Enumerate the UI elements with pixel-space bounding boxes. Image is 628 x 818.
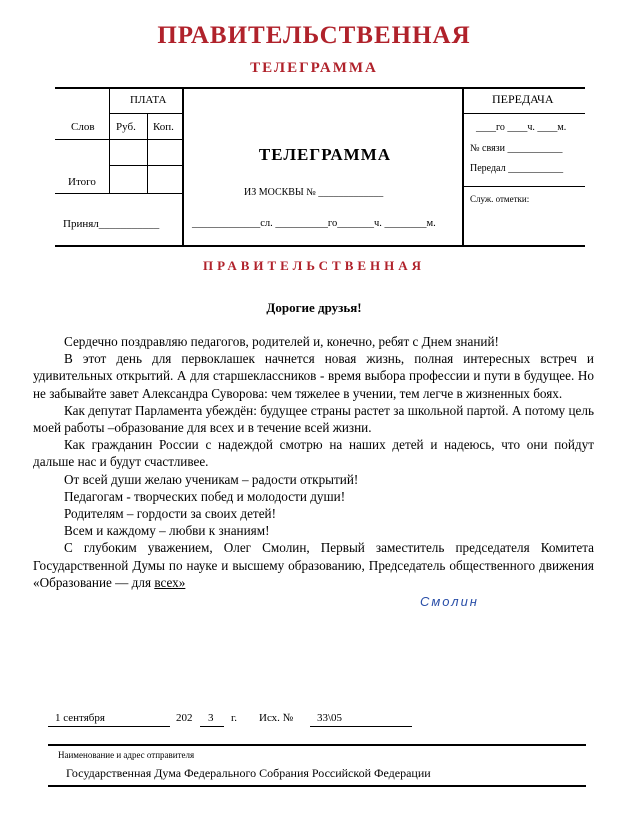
header-title: ПРАВИТЕЛЬСТВЕННАЯ (157, 22, 471, 49)
rub-label: Руб. (116, 121, 136, 133)
closing-text: С глубоким уважением, Олег Смолин, Первый заместитель председателя Комитета Государственной Думы по науке и высшему образованию, Председатель общественного движения «Образование — для (33, 540, 594, 590)
date-value: 1 сентября (55, 712, 105, 724)
prinyal-label: Принял___________ (63, 218, 160, 230)
ish-label: Исх. № (259, 712, 294, 724)
slov-label: Слов (71, 121, 95, 133)
sluzh-label: Служ. отметки: (470, 194, 530, 204)
sender-label: Наименование и адрес отправителя (58, 750, 195, 760)
year-prefix: 202 (176, 712, 193, 724)
ish-number: 33\05 (317, 712, 343, 724)
closing-paragraph (33, 539, 594, 591)
paragraph: В этот день для первоклашек начнется новая жизнь, полная интересных встреч и удивительных открытий. А для старшеклассников - время выбора профессии и пути в будущее. Но не забывайте завет Александра Суворова: чем тяжелее в учении, тем легче в жизненных боях. (33, 351, 594, 401)
destination-line: _____________сл. __________го_______ч. ________м. (192, 218, 436, 229)
telegramma-heading: ТЕЛЕГРАММА (258, 145, 392, 164)
year-digit: 3 (208, 712, 214, 724)
paragraph: Как гражданин России с надеждой смотрю на наших детей и надеюсь, что они пойдут дальше нас и будут счастливее. (33, 437, 594, 470)
letter-body (33, 333, 594, 591)
peredal-field: Передал ___________ (470, 163, 564, 174)
greeting: Дорогие друзья! (266, 300, 362, 315)
sender-bottom-rule (48, 785, 586, 787)
paragraph: Как депутат Парламента убеждён: будущее страны растет за школьной партой. А потому цель моей работы –образование для всех и в течение всей жизни. (33, 402, 594, 436)
iz-moskvy-field: ИЗ МОСКВЫ № _____________ (244, 187, 384, 198)
sender-top-rule (48, 744, 586, 746)
paragraph: От всей души желаю ученикам – радости открытий! (64, 471, 359, 487)
signature: Смолин (420, 594, 479, 609)
closing-link[interactable]: всех» (154, 574, 186, 590)
paragraph: Педагогам - творческих побед и молодости души! (64, 488, 346, 504)
paragraph: Родителям – гордости за своих детей! (64, 506, 276, 522)
paragraph: Всем и каждому – любви к знаниям! (64, 523, 270, 539)
kop-label: Коп. (153, 121, 174, 133)
sender-name: Государственная Дума Федерального Собрания Российской Федерации (66, 766, 431, 780)
go-line: ____го ____ч. ____м. (476, 122, 567, 133)
header-subtitle: ТЕЛЕГРАММА (250, 60, 378, 76)
plata-label: ПЛАТА (130, 94, 167, 106)
footer-title: ПРАВИТЕЛЬСТВЕННАЯ (202, 258, 426, 273)
peredacha-label: ПЕРЕДАЧА (492, 92, 554, 106)
year-suffix: г. (231, 712, 238, 724)
svyazi-field: № связи ___________ (470, 143, 563, 154)
paragraph: Сердечно поздравляю педагогов, родителей и, конечно, ребят с Днем знаний! (64, 334, 499, 349)
itogo-label: Итого (68, 176, 96, 188)
